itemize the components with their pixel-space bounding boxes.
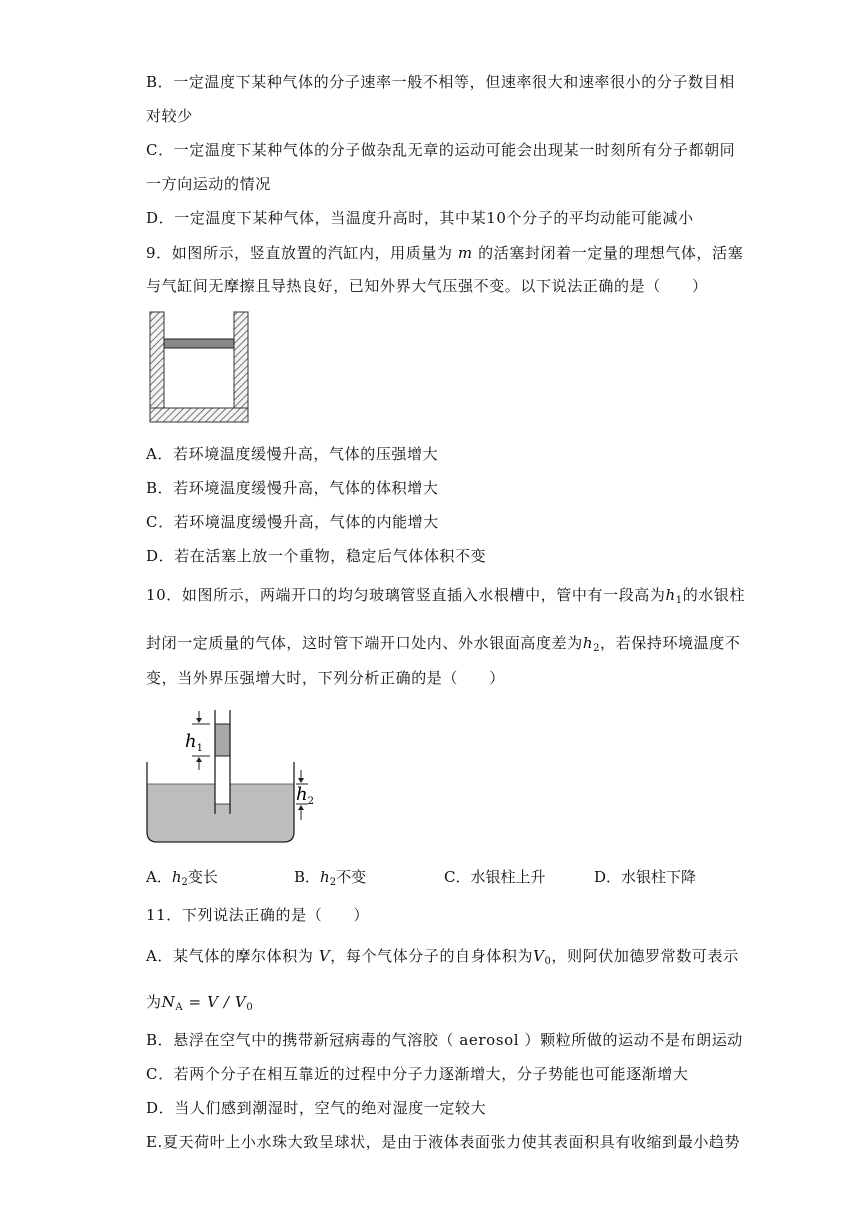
q8-option-c-line1: C．一定温度下某种气体的分子做杂乱无章的运动可能会出现某一时刻所有分子都朝同 [146, 141, 736, 159]
mercury-tube-figure [144, 708, 324, 848]
q10-stem-line2: 封闭一定质量的气体，这时管下端开口处内、外水银面高度差为$h_2$，若保持环境温度不 [146, 634, 741, 654]
q8-option-c-line2: 一方向运动的情况 [146, 175, 271, 193]
q10-stem-line3: 变，当外界压强增大时，下列分析正确的是（ ） [146, 669, 505, 687]
mercury-column [215, 724, 230, 756]
q9-option-c: C．若环境温度缓慢升高，气体的内能增大 [146, 513, 439, 531]
q8-option-d: D．一定温度下某种气体，当温度升高时，其中某10个分子的平均动能可能减小 [146, 209, 694, 227]
q9-option-b: B．若环境温度缓慢升高，气体的体积增大 [146, 479, 439, 497]
q9-option-a: A．若环境温度缓慢升高，气体的压强增大 [146, 445, 439, 463]
q11-stem: 11．下列说法正确的是（ ） [146, 906, 370, 924]
fig-label-h1: $h_1$ [185, 731, 203, 754]
q9-stem-line2: 与气缸间无摩擦且导热良好，已知外界大气压强不变。以下说法正确的是（ ） [146, 277, 708, 295]
q10-option-b: B．$h_2$不变 [294, 868, 367, 888]
q9-option-d: D．若在活塞上放一个重物，稳定后气体体积不变 [146, 547, 487, 565]
q9-stem-line1: 9．如图所示，竖直放置的汽缸内，用质量为 m 的活塞封闭着一定量的理想气体，活塞 [146, 244, 744, 262]
q10-option-a: A．$h_2$变长 [146, 868, 218, 888]
q11-option-d: D．当人们感到潮湿时，空气的绝对湿度一定较大 [146, 1099, 487, 1117]
q8-option-b-line2: 对较少 [146, 107, 193, 125]
fig-label-h2: $h_2$ [296, 784, 314, 807]
q11-option-a-line1: A．某气体的摩尔体积为 V，每个气体分子的自身体积为$V_0$，则阿伏加德罗常数可表示 [146, 947, 739, 967]
q10-option-c: C．水银柱上升 [444, 868, 546, 886]
q11-option-c: C．若两个分子在相互靠近的过程中分子力逐渐增大，分子势能也可能逐渐增大 [146, 1065, 689, 1083]
q11-option-e: E.夏天荷叶上小水珠大致呈球状，是由于液体表面张力使其表面积具有收缩到最小趋势 [146, 1133, 741, 1151]
cylinder-figure [147, 310, 251, 424]
q10-stem-line1: 10．如图所示，两端开口的均匀玻璃管竖直插入水根槽中，管中有一段高为$h_1$的水银柱 [146, 586, 746, 606]
q11-option-b: B．悬浮在空气中的携带新冠病毒的气溶胶（ aerosol ）颗粒所做的运动不是布朗运动 [146, 1031, 743, 1049]
q11-option-a-line2: 为$N_A = V / V_0$ [146, 993, 254, 1013]
q8-option-b-line1: B．一定温度下某种气体的分子速率一般不相等，但速率很大和速率很小的分子数目相 [146, 73, 735, 91]
q10-option-d: D．水银柱下降 [594, 868, 697, 886]
piston [164, 339, 234, 348]
